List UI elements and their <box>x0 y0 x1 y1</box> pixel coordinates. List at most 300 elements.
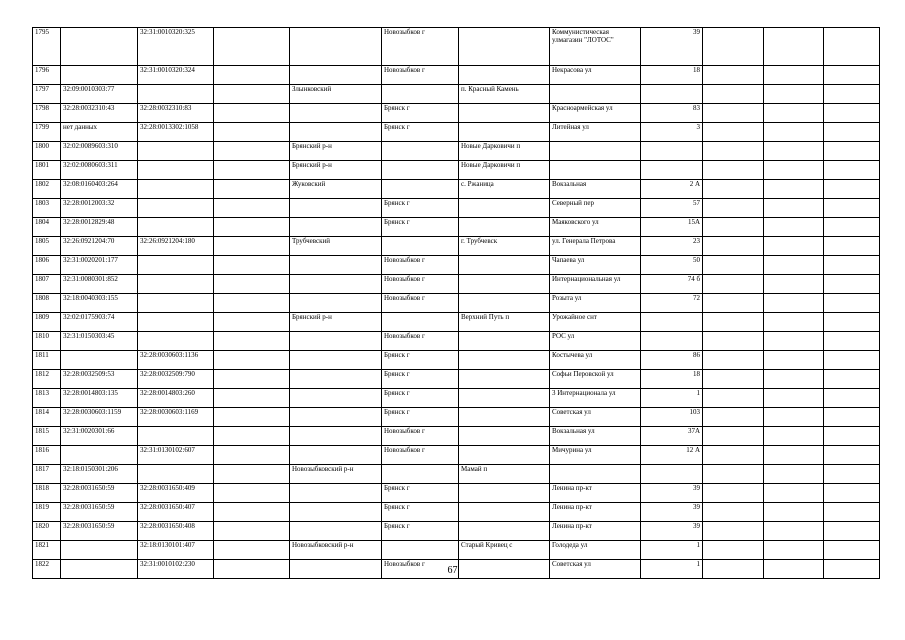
cell-cadastral-number-building <box>138 218 214 237</box>
table-body <box>33 28 880 579</box>
cell-row-number: 1809 <box>33 313 61 332</box>
cell-col-11 <box>824 28 880 66</box>
cell-city: Брянск г <box>382 370 459 389</box>
cell-cadastral-number-building: 32:31:0010102:230 <box>138 560 214 579</box>
cell-row-number: 1820 <box>33 522 61 541</box>
cell-cadastral-number: 32:28:0032509:53 <box>61 370 138 389</box>
cell-col-9 <box>703 28 764 66</box>
cell-house-number: 18 <box>641 66 703 85</box>
cell-col-9 <box>703 123 764 142</box>
cell-street: Ленина пр-кт <box>550 503 641 522</box>
cell-cadastral-number <box>61 446 138 465</box>
cell-col-extra <box>214 541 290 560</box>
table-row <box>33 332 880 351</box>
cell-col-10 <box>764 275 824 294</box>
cell-row-number: 1814 <box>33 408 61 427</box>
cell-settlement: г. Трубчевск <box>459 237 550 256</box>
table-row <box>33 275 880 294</box>
cell-district <box>290 256 382 275</box>
cell-settlement: Новые Дарковичи п <box>459 161 550 180</box>
cell-col-10 <box>764 503 824 522</box>
cell-col-9 <box>703 85 764 104</box>
cell-house-number: 18 <box>641 370 703 389</box>
cell-street: Ленина пр-кт <box>550 484 641 503</box>
cell-district <box>290 199 382 218</box>
cell-col-11 <box>824 389 880 408</box>
cell-cadastral-number: 32:18:0150301:206 <box>61 465 138 484</box>
cell-street: Голодеда ул <box>550 541 641 560</box>
cell-col-extra <box>214 199 290 218</box>
cell-col-11 <box>824 484 880 503</box>
cell-street <box>550 142 641 161</box>
cell-house-number: 39 <box>641 28 703 66</box>
cell-cadastral-number <box>61 28 138 66</box>
cell-house-number: 1 <box>641 560 703 579</box>
cell-street: Розыта ул <box>550 294 641 313</box>
cell-street: Ленина пр-кт <box>550 522 641 541</box>
cell-house-number <box>641 465 703 484</box>
cell-settlement <box>459 522 550 541</box>
cell-col-9 <box>703 389 764 408</box>
cell-district <box>290 370 382 389</box>
cell-col-10 <box>764 389 824 408</box>
cell-settlement <box>459 370 550 389</box>
cell-cadastral-number <box>61 66 138 85</box>
table-row <box>33 237 880 256</box>
cell-street: Советская ул <box>550 560 641 579</box>
cell-col-9 <box>703 180 764 199</box>
cell-city: Брянск г <box>382 484 459 503</box>
cell-cadastral-number: 32:09:0010303:77 <box>61 85 138 104</box>
cell-city: Новозыбков г <box>382 294 459 313</box>
cell-city: Брянск г <box>382 218 459 237</box>
cell-cadastral-number-building <box>138 161 214 180</box>
cell-city: Брянск г <box>382 503 459 522</box>
cell-col-10 <box>764 351 824 370</box>
cell-col-10 <box>764 180 824 199</box>
table-row <box>33 256 880 275</box>
cell-col-9 <box>703 104 764 123</box>
cell-settlement: с. Ржаница <box>459 180 550 199</box>
cell-cadastral-number-building: 32:18:0130101:407 <box>138 541 214 560</box>
cell-cadastral-number-building: 32:28:0030603:1169 <box>138 408 214 427</box>
cell-cadastral-number-building <box>138 199 214 218</box>
cell-col-extra <box>214 28 290 66</box>
cell-street: Коммунистическая улмагазин "ЛОТОС" <box>550 28 641 66</box>
cell-row-number: 1804 <box>33 218 61 237</box>
cell-cadastral-number: 32:28:0012003:32 <box>61 199 138 218</box>
cell-street: ул. Генерала Петрова <box>550 237 641 256</box>
cell-col-extra <box>214 218 290 237</box>
cell-settlement: п. Красный Камень <box>459 85 550 104</box>
cell-col-9 <box>703 503 764 522</box>
cell-cadastral-number-building: 32:31:0010320:324 <box>138 66 214 85</box>
cell-street <box>550 465 641 484</box>
cell-house-number: 12 А <box>641 446 703 465</box>
cell-house-number: 1 <box>641 541 703 560</box>
cell-col-10 <box>764 294 824 313</box>
cell-street <box>550 161 641 180</box>
cell-street: Урожайное снт <box>550 313 641 332</box>
cell-district: Жуковский <box>290 180 382 199</box>
cell-settlement <box>459 427 550 446</box>
cell-col-extra <box>214 294 290 313</box>
cell-col-extra <box>214 484 290 503</box>
cell-house-number: 15А <box>641 218 703 237</box>
table-row <box>33 484 880 503</box>
cell-cadastral-number <box>61 541 138 560</box>
cell-col-11 <box>824 446 880 465</box>
cell-district: Злынковский <box>290 85 382 104</box>
cell-col-extra <box>214 427 290 446</box>
cell-district: Новозыбковский р-н <box>290 465 382 484</box>
cell-city <box>382 180 459 199</box>
cell-col-9 <box>703 408 764 427</box>
cell-cadastral-number-building <box>138 256 214 275</box>
cell-street: Северный пер <box>550 199 641 218</box>
cell-row-number: 1805 <box>33 237 61 256</box>
cell-col-9 <box>703 66 764 85</box>
cell-col-9 <box>703 465 764 484</box>
cell-house-number: 39 <box>641 503 703 522</box>
cell-col-extra <box>214 351 290 370</box>
cell-row-number: 1802 <box>33 180 61 199</box>
cell-house-number: 39 <box>641 522 703 541</box>
cell-cadastral-number-building: 32:28:0030603:1136 <box>138 351 214 370</box>
cell-street: Советская ул <box>550 408 641 427</box>
cell-col-11 <box>824 332 880 351</box>
cell-city <box>382 465 459 484</box>
cell-street: Интернациональная ул <box>550 275 641 294</box>
cell-settlement <box>459 408 550 427</box>
cell-settlement: Мамай п <box>459 465 550 484</box>
cell-cadastral-number-building <box>138 85 214 104</box>
cell-city: Брянск г <box>382 389 459 408</box>
cell-col-9 <box>703 161 764 180</box>
cell-cadastral-number-building <box>138 332 214 351</box>
page-number: 67 <box>447 565 458 576</box>
cell-city: Новозыбков г <box>382 256 459 275</box>
cell-district <box>290 332 382 351</box>
cell-cadastral-number-building: 32:28:0032509:790 <box>138 370 214 389</box>
cell-col-9 <box>703 313 764 332</box>
cell-col-10 <box>764 446 824 465</box>
cell-city <box>382 237 459 256</box>
cell-cadastral-number: нет данных <box>61 123 138 142</box>
cell-col-11 <box>824 85 880 104</box>
cell-settlement: Старый Кривец с <box>459 541 550 560</box>
cell-house-number: 1 <box>641 389 703 408</box>
cell-settlement <box>459 256 550 275</box>
cell-col-10 <box>764 427 824 446</box>
cell-row-number: 1798 <box>33 104 61 123</box>
cell-city: Брянск г <box>382 199 459 218</box>
cell-house-number <box>641 161 703 180</box>
cell-district <box>290 427 382 446</box>
cell-col-9 <box>703 256 764 275</box>
cell-cadastral-number: 32:02:0089603:310 <box>61 142 138 161</box>
cell-cadastral-number: 32:28:0012829:48 <box>61 218 138 237</box>
cell-col-9 <box>703 332 764 351</box>
cell-street: Софьи Перовской ул <box>550 370 641 389</box>
cell-col-11 <box>824 522 880 541</box>
cell-col-10 <box>764 218 824 237</box>
cell-settlement <box>459 199 550 218</box>
cell-settlement <box>459 28 550 66</box>
cell-settlement <box>459 332 550 351</box>
cell-col-9 <box>703 446 764 465</box>
cell-cadastral-number: 32:31:0020201:177 <box>61 256 138 275</box>
cell-row-number: 1796 <box>33 66 61 85</box>
cell-street: Некрасова ул <box>550 66 641 85</box>
cell-cadastral-number-building: 32:28:0032310:83 <box>138 104 214 123</box>
cell-row-number: 1800 <box>33 142 61 161</box>
cell-house-number: 3 <box>641 123 703 142</box>
cell-district <box>290 294 382 313</box>
cell-col-10 <box>764 465 824 484</box>
cell-district: Брянский р-н <box>290 313 382 332</box>
cell-city: Новозыбков г <box>382 332 459 351</box>
cell-cadastral-number-building <box>138 180 214 199</box>
cell-house-number <box>641 313 703 332</box>
cell-cadastral-number-building: 32:31:0130102:607 <box>138 446 214 465</box>
table-row <box>33 427 880 446</box>
cell-col-extra <box>214 180 290 199</box>
cell-settlement <box>459 123 550 142</box>
cell-city: Брянск г <box>382 104 459 123</box>
table-row <box>33 66 880 85</box>
cell-street: Вокзальная <box>550 180 641 199</box>
cell-district <box>290 66 382 85</box>
cell-col-11 <box>824 427 880 446</box>
cell-cadastral-number-building <box>138 313 214 332</box>
cell-col-9 <box>703 275 764 294</box>
table-row <box>33 522 880 541</box>
cell-row-number: 1810 <box>33 332 61 351</box>
cell-settlement <box>459 104 550 123</box>
cell-col-9 <box>703 237 764 256</box>
cell-settlement <box>459 503 550 522</box>
cell-cadastral-number: 32:18:0040303:155 <box>61 294 138 313</box>
cell-cadastral-number-building <box>138 294 214 313</box>
cell-row-number: 1817 <box>33 465 61 484</box>
cell-row-number: 1797 <box>33 85 61 104</box>
cell-district <box>290 446 382 465</box>
cell-cadastral-number: 32:02:0175903:74 <box>61 313 138 332</box>
table-row <box>33 161 880 180</box>
cell-settlement <box>459 275 550 294</box>
cell-row-number: 1811 <box>33 351 61 370</box>
cell-row-number: 1795 <box>33 28 61 66</box>
cell-street: Костычева ул <box>550 351 641 370</box>
cell-house-number: 86 <box>641 351 703 370</box>
cell-settlement <box>459 218 550 237</box>
cell-row-number: 1801 <box>33 161 61 180</box>
cell-cadastral-number-building: 32:28:0013302:1058 <box>138 123 214 142</box>
cell-col-9 <box>703 427 764 446</box>
cell-col-extra <box>214 332 290 351</box>
cell-settlement: Новые Дарковичи п <box>459 142 550 161</box>
cell-col-10 <box>764 541 824 560</box>
cell-col-10 <box>764 142 824 161</box>
cell-col-11 <box>824 237 880 256</box>
cell-cadastral-number-building <box>138 465 214 484</box>
cell-cadastral-number: 32:28:0014803:135 <box>61 389 138 408</box>
cell-house-number: 39 <box>641 484 703 503</box>
cell-row-number: 1819 <box>33 503 61 522</box>
cell-house-number: 72 <box>641 294 703 313</box>
cell-col-9 <box>703 199 764 218</box>
cell-cadastral-number: 32:02:0080603:311 <box>61 161 138 180</box>
table-row <box>33 199 880 218</box>
table-row <box>33 503 880 522</box>
cell-street: Маяковского ул <box>550 218 641 237</box>
cell-street: Чапаева ул <box>550 256 641 275</box>
cell-city <box>382 161 459 180</box>
table-row <box>33 541 880 560</box>
cell-col-extra <box>214 370 290 389</box>
cell-cadastral-number-building: 32:28:0014803:260 <box>138 389 214 408</box>
table-row <box>33 313 880 332</box>
cell-street: РОС ул <box>550 332 641 351</box>
cell-col-10 <box>764 28 824 66</box>
cell-district: Трубчевский <box>290 237 382 256</box>
cell-col-11 <box>824 370 880 389</box>
cell-cadastral-number-building: 32:28:0031650:409 <box>138 484 214 503</box>
cell-col-10 <box>764 522 824 541</box>
cell-district <box>290 104 382 123</box>
cell-district <box>290 218 382 237</box>
table-row <box>33 218 880 237</box>
cell-cadastral-number-building: 32:31:0010320:325 <box>138 28 214 66</box>
cell-house-number <box>641 142 703 161</box>
cell-cadastral-number-building: 32:28:0031650:407 <box>138 503 214 522</box>
cell-house-number: 37А <box>641 427 703 446</box>
cell-street: Красноармейская ул <box>550 104 641 123</box>
cell-col-11 <box>824 313 880 332</box>
cell-col-10 <box>764 199 824 218</box>
cell-col-extra <box>214 66 290 85</box>
table-row <box>33 85 880 104</box>
cell-row-number: 1803 <box>33 199 61 218</box>
cell-city: Брянск г <box>382 351 459 370</box>
cell-cadastral-number: 32:26:0921204:70 <box>61 237 138 256</box>
table-row <box>33 142 880 161</box>
cell-cadastral-number: 32:28:0031650:59 <box>61 503 138 522</box>
cell-col-extra <box>214 465 290 484</box>
cell-cadastral-number <box>61 351 138 370</box>
cell-row-number: 1806 <box>33 256 61 275</box>
cell-col-10 <box>764 161 824 180</box>
cell-col-10 <box>764 85 824 104</box>
cell-col-9 <box>703 294 764 313</box>
cell-col-10 <box>764 237 824 256</box>
cell-col-11 <box>824 541 880 560</box>
cell-col-11 <box>824 408 880 427</box>
cell-district <box>290 522 382 541</box>
cell-city: Новозыбков г <box>382 275 459 294</box>
cell-city: Новозыбков г <box>382 28 459 66</box>
cell-col-extra <box>214 142 290 161</box>
table-row <box>33 370 880 389</box>
cell-col-extra <box>214 503 290 522</box>
cell-cadastral-number: 32:28:0031650:59 <box>61 484 138 503</box>
cell-district <box>290 123 382 142</box>
cell-col-extra <box>214 408 290 427</box>
cell-cadastral-number: 32:28:0031650:59 <box>61 522 138 541</box>
cell-col-11 <box>824 180 880 199</box>
cell-house-number: 74 б <box>641 275 703 294</box>
cell-district <box>290 408 382 427</box>
cell-col-11 <box>824 142 880 161</box>
cell-col-9 <box>703 370 764 389</box>
cell-row-number: 1818 <box>33 484 61 503</box>
cell-col-extra <box>214 446 290 465</box>
cell-settlement <box>459 446 550 465</box>
cell-street: Литейная ул <box>550 123 641 142</box>
cell-row-number: 1799 <box>33 123 61 142</box>
cell-col-extra <box>214 85 290 104</box>
cell-city <box>382 85 459 104</box>
cell-row-number: 1813 <box>33 389 61 408</box>
cell-district: Новозыбковский р-н <box>290 541 382 560</box>
cell-row-number: 1812 <box>33 370 61 389</box>
cell-city <box>382 313 459 332</box>
cell-city: Новозыбков г <box>382 66 459 85</box>
cell-district <box>290 484 382 503</box>
cell-city: Новозыбков г <box>382 427 459 446</box>
table-row <box>33 123 880 142</box>
cell-city: Брянск г <box>382 408 459 427</box>
cell-col-11 <box>824 123 880 142</box>
cell-row-number: 1822 <box>33 560 61 579</box>
cell-row-number: 1807 <box>33 275 61 294</box>
cell-col-extra <box>214 161 290 180</box>
cell-house-number: 103 <box>641 408 703 427</box>
cell-col-11 <box>824 294 880 313</box>
table-row <box>33 408 880 427</box>
cell-col-10 <box>764 370 824 389</box>
cell-row-number: 1821 <box>33 541 61 560</box>
cell-col-10 <box>764 313 824 332</box>
cell-settlement: Верхний Путь п <box>459 313 550 332</box>
cell-col-10 <box>764 123 824 142</box>
cell-district: Брянский р-н <box>290 142 382 161</box>
cell-col-11 <box>824 503 880 522</box>
cell-col-9 <box>703 522 764 541</box>
cell-city: Новозыбков г <box>382 560 459 579</box>
cell-house-number <box>641 85 703 104</box>
cell-street: Мичурина ул <box>550 446 641 465</box>
cell-row-number: 1816 <box>33 446 61 465</box>
cell-street: 3 Интернационала ул <box>550 389 641 408</box>
cell-col-extra <box>214 104 290 123</box>
cell-cadastral-number: 32:31:0020301:66 <box>61 427 138 446</box>
cell-col-11 <box>824 218 880 237</box>
cell-col-11 <box>824 199 880 218</box>
table-row <box>33 28 880 66</box>
cell-col-10 <box>764 256 824 275</box>
cell-settlement <box>459 66 550 85</box>
cell-house-number: 23 <box>641 237 703 256</box>
cell-col-extra <box>214 313 290 332</box>
cell-settlement <box>459 484 550 503</box>
cell-row-number: 1815 <box>33 427 61 446</box>
cell-col-extra <box>214 389 290 408</box>
cell-city: Брянск г <box>382 123 459 142</box>
cell-street <box>550 85 641 104</box>
cell-house-number: 2 А <box>641 180 703 199</box>
